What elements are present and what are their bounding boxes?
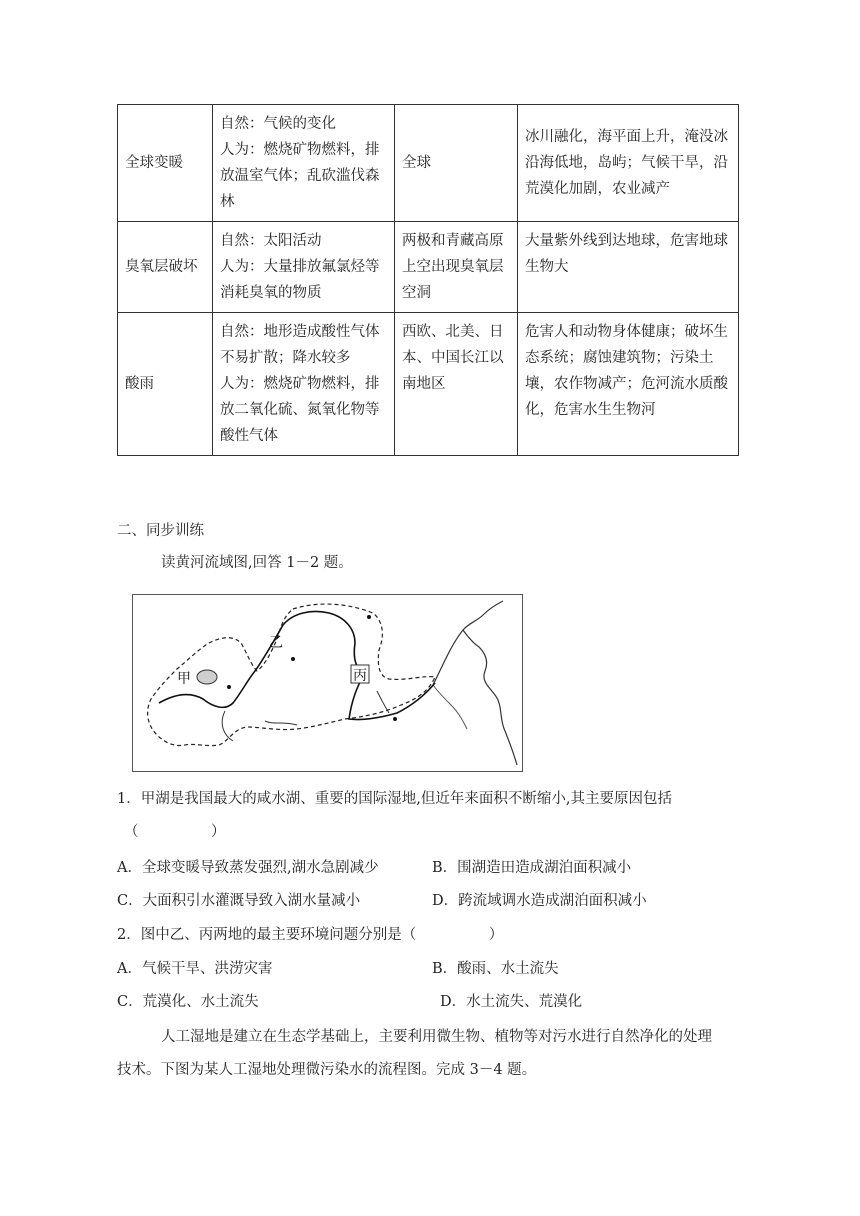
cause-cell	[213, 313, 395, 456]
yellow-river-basin-map	[132, 594, 523, 772]
cause-cell	[213, 105, 395, 222]
map-drawing	[133, 595, 522, 771]
question-2-stem: 2．图中乙、丙两地的最主要环境问题分别是（ ）	[117, 927, 504, 943]
cause-line: 人为：燃烧矿物燃料，排放温室气体；乱砍滥伐森林	[220, 142, 380, 210]
question-intro-2-line1: 人工湿地是建立在生态学基础上，主要利用微生物、植物等对污水进行自然净化的处理	[161, 1029, 712, 1045]
question-1-stem: 1．甲湖是我国最大的咸水湖、重要的国际湿地,但近年来面积不断缩小,其主要原因包括	[117, 791, 672, 807]
question-2-option-a: A．气候干旱、洪涝灾害	[117, 961, 273, 977]
harm-cell: 冰川融化，海平面上升，淹没冰沿海低地，岛屿；气候干旱，沿荒漠化加剧，农业减产	[518, 105, 739, 222]
map-label-yi: 乙	[269, 635, 283, 651]
question-intro: 读黄河流域图,回答 1－2 题。	[161, 555, 353, 571]
question-1-option-a: A．全球变暖导致蒸发强烈,湖水急剧减少	[117, 860, 379, 876]
region-cell: 全球	[395, 105, 518, 222]
question-1-bracket: （ ）	[124, 824, 226, 840]
map-label-jia: 甲	[177, 671, 191, 687]
environment-issues-table	[117, 104, 739, 456]
region-cell: 两极和青藏高原上空出现臭氧层空洞	[395, 222, 518, 313]
map-label-bing: 丙	[353, 668, 367, 684]
question-1-option-c: C．大面积引水灌溉导致入湖水量减小	[117, 893, 361, 909]
harm-cell: 大量紫外线到达地球，危害地球生物大	[518, 222, 739, 313]
question-2-option-c: C．荒漠化、水土流失	[117, 994, 259, 1010]
cause-line: 自然：太阳活动	[220, 233, 322, 249]
cause-line: 自然：气候的变化	[220, 116, 336, 132]
issue-cell: 臭氧层破坏	[118, 222, 213, 313]
region-cell: 西欧、北美、日本、中国长江以南地区	[395, 313, 518, 456]
table-row	[118, 313, 739, 456]
cause-line: 人为：大量排放氟氯烃等消耗臭氧的物质	[220, 259, 380, 301]
cause-line: 人为：燃烧矿物燃料，排放二氧化硫、氮氧化物等酸性气体	[220, 376, 380, 444]
cause-line: 自然：地形造成酸性气体不易扩散；降水较多	[220, 324, 380, 366]
question-2-option-b: B．酸雨、水土流失	[432, 961, 559, 977]
issue-cell: 酸雨	[118, 313, 213, 456]
issue-cell: 全球变暖	[118, 105, 213, 222]
question-1-option-b: B．围湖造田造成湖泊面积减小	[432, 860, 632, 876]
question-1-option-d: D．跨流域调水造成湖泊面积减小	[432, 893, 647, 909]
table-row	[118, 222, 739, 313]
question-2-option-d: D．水土流失、荒漠化	[440, 994, 583, 1010]
question-intro-2-line2: 技术。下图为某人工湿地处理微污染水的流程图。完成 3－4 题。	[117, 1062, 537, 1078]
table-row	[118, 105, 739, 222]
cause-cell	[213, 222, 395, 313]
harm-cell: 危害人和动物身体健康；破坏生态系统；腐蚀建筑物；污染土壤，农作物减产；危河流水质酸化，危害水生生物河	[518, 313, 739, 456]
section-title: 二、同步训练	[117, 523, 204, 539]
